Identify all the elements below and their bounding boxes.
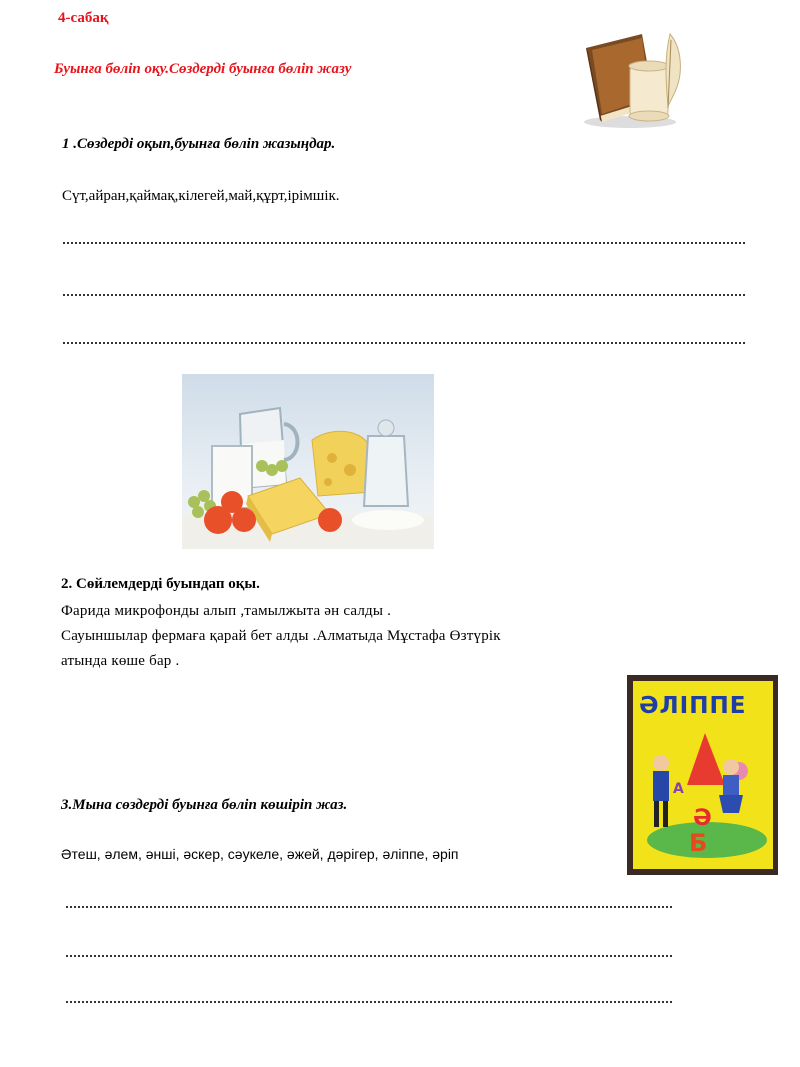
alippe-book-image	[627, 675, 778, 875]
svg-text:Б: Б	[689, 829, 708, 857]
task1-answer-line-3[interactable]	[63, 342, 745, 344]
task1-answer-line-1[interactable]	[63, 242, 745, 244]
task3-title: 3.Мына сөздерді буынға бөліп көшіріп жаз.	[61, 797, 348, 813]
task3-answer-line-1[interactable]	[66, 906, 672, 908]
task2-sentence-3: атында көше бар .	[61, 653, 180, 669]
dairy-products-image	[182, 374, 434, 549]
book-quill-icon	[578, 28, 696, 132]
task3-answer-line-2[interactable]	[66, 955, 672, 957]
task3-words: Әтеш, әлем, әнші, әскер, сәукеле, әжей, дәрігер, әліппе, әріп	[61, 846, 459, 862]
lesson-number: 4-сабақ	[58, 10, 109, 26]
svg-text:А: А	[673, 781, 684, 797]
task1-answer-line-2[interactable]	[63, 294, 745, 296]
task1-title: 1 .Сөздерді оқып,буынға бөліп жазыңдар.	[62, 136, 336, 152]
lesson-subtitle: Буынға бөліп оқу.Сөздерді буынға бөліп жазу	[54, 61, 352, 77]
task3-answer-line-3[interactable]	[66, 1001, 672, 1003]
book-cover-title: ӘЛІППЕ	[639, 693, 747, 719]
svg-text:Ә: Ә	[693, 806, 712, 831]
task1-words: Сүт,айран,қаймақ,кілегей,май,құрт,ірімшік.	[62, 188, 340, 204]
task2-title: 2. Сөйлемдерді буындап оқы.	[61, 576, 260, 592]
task2-sentence-2: Сауыншылар фермаға қарай бет алды .Алматыда Мұстафа Өзтүрік	[61, 628, 501, 644]
task2-sentence-1: Фарида микрофонды алып ,тамылжыта ән салды .	[61, 603, 392, 619]
